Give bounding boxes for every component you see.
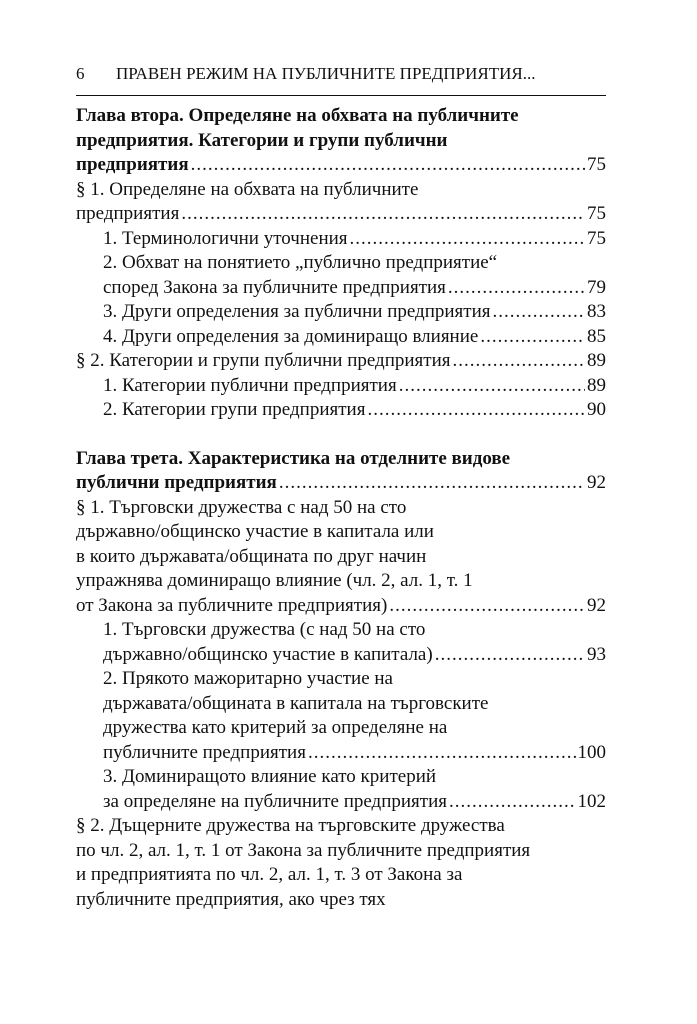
dot-leader [308, 741, 576, 766]
toc-page-ref: 89 [587, 350, 606, 371]
toc-entry-title: 1. Категории публични предприятия [103, 374, 397, 396]
toc-page-ref: 92 [587, 594, 606, 616]
dot-leader [279, 471, 585, 496]
header-rule [76, 95, 606, 96]
toc-entry-title: предприятия [76, 203, 180, 224]
toc-section-line: § 1. Търговски дружества с над 50 на сто [76, 496, 407, 518]
toc-page-ref: 92 [587, 472, 606, 493]
toc-section-line: § 1. Определяне на обхвата на публичните [76, 178, 419, 200]
toc-page-ref: 85 [587, 325, 606, 347]
dot-leader [480, 325, 585, 350]
toc-item-line: 2. Прякото мажоритарно участие на [103, 668, 393, 689]
toc-chapter-heading-line: предприятия. Категории и групи публични [76, 129, 448, 151]
toc-page-ref: 83 [587, 301, 606, 322]
toc-entry-section[interactable] [76, 594, 606, 619]
page-number: 6 [76, 64, 85, 83]
toc-entry-chapter-2[interactable] [76, 153, 606, 178]
dot-leader [449, 790, 575, 815]
dot-leader [191, 153, 585, 178]
toc-item-line: държавата/общината в капитала на търговските [103, 692, 489, 714]
toc-entry-section[interactable] [76, 349, 606, 374]
toc-entry-item[interactable] [76, 325, 606, 350]
toc-entry-item[interactable] [76, 276, 606, 301]
toc-section-line: в които държавата/общината по друг начин [76, 545, 427, 567]
toc-entry-title: 2. Категории групи предприятия [103, 399, 366, 420]
table-of-contents [76, 104, 606, 912]
dot-leader [435, 643, 585, 668]
toc-section-line: § 2. Дъщерните дружества на търговските дружества [76, 815, 505, 836]
toc-page-ref: 93 [587, 643, 606, 665]
toc-entry-title: държавно/общинско участие в капитала) [103, 643, 433, 665]
toc-entry-section[interactable] [76, 202, 606, 227]
toc-entry-item[interactable] [76, 643, 606, 668]
running-title: ПРАВЕН РЕЖИМ НА ПУБЛИЧНИТЕ ПРЕДПРИЯТИЯ... [116, 64, 536, 83]
toc-page-ref: 90 [587, 399, 606, 420]
toc-entry-title: публичните предприятия [103, 741, 306, 763]
toc-section-line: упражнява доминиращо влияние (чл. 2, ал. 1, т. 1 [76, 570, 473, 591]
toc-entry-item[interactable] [76, 374, 606, 399]
toc-chapter-heading-line: Глава трета. Характеристика на отделните видове [76, 447, 511, 469]
running-header [76, 64, 606, 84]
toc-entry-item[interactable] [76, 300, 606, 325]
dot-leader [181, 202, 585, 227]
toc-entry-title: за определяне на публичните предприятия [103, 790, 448, 812]
toc-item-line: 1. Търговски дружества (с над 50 на сто [103, 619, 426, 640]
toc-entry-title: публични предприятия [76, 472, 277, 493]
toc-entry-title: 3. Други определения за публични предприятия [103, 301, 491, 322]
toc-entry-chapter-3[interactable] [76, 471, 606, 496]
toc-entry-title: 1. Терминологични уточнения [103, 227, 348, 249]
toc-item-line: 3. Доминиращото влияние като критерий [103, 766, 437, 787]
dot-leader [367, 398, 585, 423]
dot-leader [453, 349, 585, 374]
toc-page-ref: 89 [587, 374, 606, 396]
chapter-spacer [76, 423, 606, 447]
toc-entry-title: 4. Други определения за доминиращо влияние [103, 325, 479, 347]
toc-entry-title: § 2. Категории и групи публични предприятия [76, 350, 451, 371]
toc-entry-item[interactable] [76, 398, 606, 423]
toc-page-ref: 102 [577, 790, 606, 812]
toc-entry-title: според Закона за публичните предприятия [103, 276, 446, 298]
toc-page-ref: 75 [587, 203, 606, 224]
toc-page-ref: 75 [587, 227, 606, 249]
toc-item-line: 2. Обхват на понятието „публично предприятие“ [103, 252, 498, 273]
toc-entry-item[interactable] [76, 790, 606, 815]
toc-section-line: по чл. 2, ал. 1, т. 1 от Закона за публичните предприятия [76, 839, 531, 861]
toc-section-line: и предприятията по чл. 2, ал. 1, т. 3 от Закона за [76, 864, 463, 885]
toc-chapter-heading-line: Глава втора. Определяне на обхвата на публичните [76, 105, 519, 126]
dot-leader [448, 276, 585, 301]
toc-entry-title: от Закона за публичните предприятия) [76, 594, 388, 616]
dot-leader [493, 300, 585, 325]
toc-section-line: публичните предприятия, ако чрез тях [76, 888, 386, 910]
toc-entry-title: предприятия [76, 154, 189, 175]
toc-entry-item[interactable] [76, 227, 606, 252]
toc-item-line: дружества като критерий за определяне на [103, 717, 448, 738]
dot-leader [350, 227, 585, 252]
toc-page-ref: 79 [587, 276, 606, 298]
dot-leader [399, 374, 585, 399]
toc-page-ref: 75 [587, 154, 606, 175]
toc-section-line: държавно/общинско участие в капитала или [76, 521, 434, 542]
toc-page-ref: 100 [577, 741, 606, 763]
dot-leader [389, 594, 585, 619]
toc-entry-item[interactable] [76, 741, 606, 766]
